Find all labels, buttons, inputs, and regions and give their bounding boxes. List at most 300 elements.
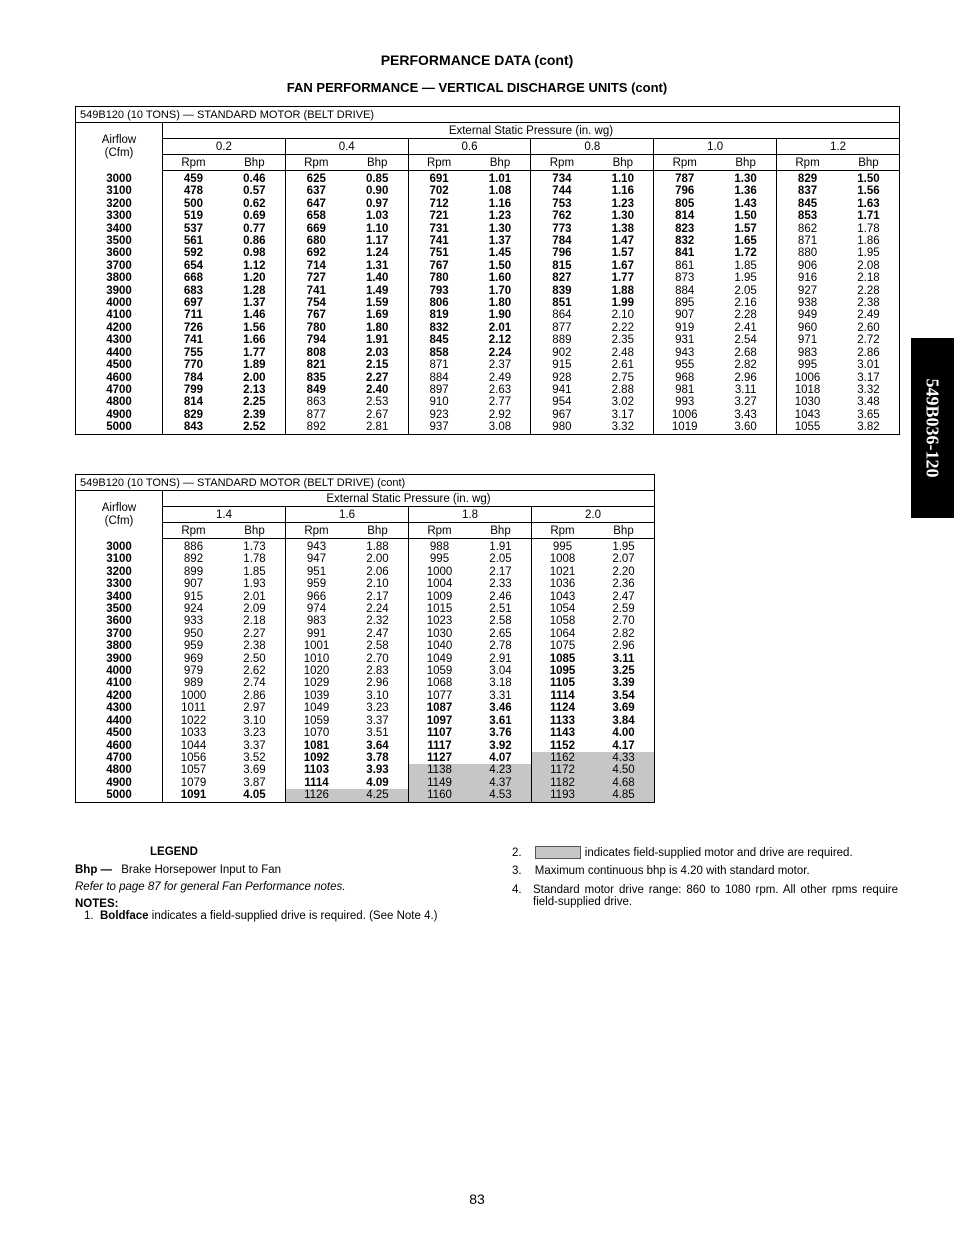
airflow-cell: 3700 xyxy=(76,260,163,272)
rpm-cell: 980 xyxy=(531,421,592,434)
shaded-swatch xyxy=(535,846,581,859)
rpm-cell: 983 xyxy=(797,346,818,359)
bhp-cell: 3.52 xyxy=(224,752,286,764)
bhp-cell: 1.08 xyxy=(470,185,531,197)
rpm-cell: 1018 xyxy=(794,383,821,396)
table-row xyxy=(76,764,655,776)
airflow-header xyxy=(76,123,163,171)
rpm-cell: 1000 xyxy=(426,565,453,578)
bhp-cell: 2.47 xyxy=(593,591,655,603)
rpm-cell: 959 xyxy=(183,640,204,653)
rpm-cell: 902 xyxy=(552,346,572,359)
bhp-cell: 2.96 xyxy=(593,640,655,652)
bhp-cell: 2.27 xyxy=(224,628,286,640)
rpm-cell: 754 xyxy=(306,297,326,310)
rpm-header: Rpm xyxy=(163,155,224,171)
rpm-cell: 815 xyxy=(552,259,572,272)
rpm-cell: 1004 xyxy=(426,578,453,591)
rpm-cell: 832 xyxy=(675,235,695,248)
bhp-cell: 2.20 xyxy=(593,566,655,578)
bhp-cell: 4.37 xyxy=(470,777,532,789)
bhp-cell: 1.63 xyxy=(838,198,899,210)
bhp-cell: 2.50 xyxy=(224,653,286,665)
bhp-cell: 1.78 xyxy=(224,553,286,565)
bhp-header: Bhp xyxy=(224,523,286,539)
rpm-cell: 1011 xyxy=(181,702,206,715)
rpm-cell: 1092 xyxy=(303,751,330,764)
bhp-cell: 2.28 xyxy=(838,285,899,297)
rpm-cell: 938 xyxy=(797,297,818,310)
bhp-cell: 1.65 xyxy=(715,235,776,247)
table-row xyxy=(76,235,900,247)
rpm-cell: 1114 xyxy=(304,776,329,789)
bhp-cell: 2.01 xyxy=(224,591,286,603)
rpm-cell: 805 xyxy=(675,197,695,210)
bhp-cell: 4.09 xyxy=(347,777,409,789)
bhp-cell: 2.88 xyxy=(592,384,653,396)
rpm-cell: 1143 xyxy=(550,727,575,740)
bhp-cell: 2.70 xyxy=(347,653,409,665)
rpm-cell: 1138 xyxy=(409,764,471,776)
rpm-cell: 974 xyxy=(306,603,327,616)
rpm-cell: 966 xyxy=(306,590,327,603)
rpm-header: Rpm xyxy=(654,155,715,171)
airflow-cell: 4500 xyxy=(76,727,163,739)
bhp-cell: 3.32 xyxy=(838,384,899,396)
bhp-cell: 1.50 xyxy=(470,260,531,272)
table-row xyxy=(76,789,655,802)
legend-bhp xyxy=(75,864,281,876)
rpm-cell: 1085 xyxy=(549,652,576,665)
bhp-cell: 1.23 xyxy=(592,198,653,210)
table-row xyxy=(76,653,655,665)
rpm-cell: 806 xyxy=(429,297,449,310)
bhp-cell: 3.69 xyxy=(593,702,655,714)
airflow-cell: 4600 xyxy=(76,740,163,752)
esp-header: External Static Pressure (in. wg) xyxy=(163,123,900,139)
rpm-cell: 1059 xyxy=(426,665,453,678)
airflow-cell: 4300 xyxy=(76,702,163,714)
rpm-cell: 1021 xyxy=(549,565,576,578)
bhp-header: Bhp xyxy=(592,155,653,171)
rpm-cell: 1126 xyxy=(286,789,348,802)
bhp-cell: 1.24 xyxy=(347,247,408,259)
bhp-cell: 3.32 xyxy=(592,421,653,434)
side-tab-label: 549B036-120 xyxy=(922,378,943,478)
airflow-cell: 4700 xyxy=(76,752,163,764)
rpm-cell: 796 xyxy=(675,185,695,198)
bhp-cell: 0.86 xyxy=(224,235,285,247)
rpm-cell: 1068 xyxy=(426,677,453,690)
bhp-cell: 2.32 xyxy=(347,615,409,627)
bhp-cell: 1.59 xyxy=(347,297,408,309)
bhp-cell: 2.37 xyxy=(470,359,531,371)
bhp-cell: 1.43 xyxy=(715,198,776,210)
rpm-cell: 1172 xyxy=(532,764,594,776)
table-row xyxy=(76,677,655,689)
bhp-cell: 0.77 xyxy=(224,223,285,235)
bhp-cell: 3.11 xyxy=(715,384,776,396)
bhp-cell: 3.69 xyxy=(224,764,286,776)
rpm-cell: 780 xyxy=(429,272,449,285)
bhp-header: Bhp xyxy=(715,155,776,171)
rpm-cell: 827 xyxy=(552,272,572,285)
bhp-cell: 4.07 xyxy=(470,752,532,764)
rpm-cell: 1064 xyxy=(549,627,576,640)
fan-performance-table-1 xyxy=(75,106,900,435)
rpm-cell: 821 xyxy=(306,359,326,372)
bhp-cell: 2.83 xyxy=(347,665,409,677)
rpm-cell: 1001 xyxy=(303,640,330,653)
rpm-cell: 726 xyxy=(183,321,204,334)
rpm-cell: 873 xyxy=(675,272,695,285)
bhp-cell: 3.08 xyxy=(470,421,531,434)
rpm-cell: 845 xyxy=(797,197,818,210)
rpm-cell: 871 xyxy=(429,359,449,372)
table-row xyxy=(76,578,655,590)
rpm-cell: 1043 xyxy=(794,408,821,421)
rpm-cell: 784 xyxy=(183,371,204,384)
table-row xyxy=(76,752,655,764)
bhp-cell: 2.86 xyxy=(224,690,286,702)
rpm-cell: 714 xyxy=(306,259,326,272)
notes-heading: NOTES: xyxy=(75,898,119,910)
rpm-cell: 950 xyxy=(183,627,204,640)
rpm-cell: 814 xyxy=(183,396,204,409)
rpm-cell: 702 xyxy=(429,185,449,198)
rpm-cell: 841 xyxy=(675,247,695,260)
esp-header: External Static Pressure (in. wg) xyxy=(163,491,655,507)
bhp-cell: 1.23 xyxy=(470,210,531,222)
rpm-cell: 734 xyxy=(552,173,572,185)
bhp-cell: 3.17 xyxy=(592,409,653,421)
rpm-cell: 794 xyxy=(306,334,326,347)
rpm-cell: 814 xyxy=(675,210,695,223)
bhp-cell: 1.10 xyxy=(592,171,653,186)
table-caption: 549B120 (10 TONS) — STANDARD MOTOR (BELT DRIVE) xyxy=(76,107,900,123)
airflow-cell: 4900 xyxy=(76,777,163,789)
bhp-cell: 1.91 xyxy=(470,539,532,554)
rpm-cell: 1117 xyxy=(427,739,452,752)
bhp-cell: 2.96 xyxy=(715,372,776,384)
table-row xyxy=(76,715,655,727)
rpm-cell: 884 xyxy=(429,371,449,384)
bhp-cell: 2.01 xyxy=(470,322,531,334)
bhp-cell: 3.43 xyxy=(715,409,776,421)
note-1-number: 1. xyxy=(84,910,94,922)
rpm-cell: 767 xyxy=(306,309,326,322)
rpm-cell: 895 xyxy=(675,297,695,310)
rpm-cell: 892 xyxy=(183,553,204,566)
airflow-cell: 4500 xyxy=(76,359,163,371)
rpm-header: Rpm xyxy=(532,523,594,539)
table-row xyxy=(76,566,655,578)
airflow-header-label: Airflow xyxy=(101,133,137,146)
rpm-cell: 851 xyxy=(552,297,572,310)
rpm-header: Rpm xyxy=(531,155,592,171)
bhp-cell: 1.95 xyxy=(838,247,899,259)
bhp-cell: 2.97 xyxy=(224,702,286,714)
rpm-cell: 923 xyxy=(429,408,449,421)
rpm-cell: 880 xyxy=(797,247,818,260)
note-3 xyxy=(512,865,810,877)
bhp-cell: 2.77 xyxy=(470,396,531,408)
pressure-header: 1.8 xyxy=(409,507,532,523)
table-row xyxy=(76,347,900,359)
rpm-header: Rpm xyxy=(163,523,225,539)
airflow-header xyxy=(76,491,163,539)
bhp-cell: 1.30 xyxy=(470,223,531,235)
bhp-cell: 2.46 xyxy=(470,591,532,603)
bhp-cell: 1.40 xyxy=(347,272,408,284)
bhp-cell: 2.16 xyxy=(715,297,776,309)
bhp-cell: 1.80 xyxy=(470,297,531,309)
bhp-cell: 2.65 xyxy=(470,628,532,640)
rpm-cell: 941 xyxy=(552,383,572,396)
rpm-cell: 712 xyxy=(429,197,449,210)
bhp-cell: 0.46 xyxy=(224,171,285,186)
rpm-cell: 1114 xyxy=(550,689,575,702)
airflow-cell: 3600 xyxy=(76,615,163,627)
bhp-cell: 2.24 xyxy=(347,603,409,615)
rpm-cell: 1029 xyxy=(303,677,330,690)
rpm-cell: 877 xyxy=(552,321,572,334)
bhp-cell: 1.30 xyxy=(592,210,653,222)
bhp-cell: 1.56 xyxy=(224,322,285,334)
airflow-cell: 4800 xyxy=(76,396,163,408)
rpm-cell: 1152 xyxy=(550,739,575,752)
legend-heading: LEGEND xyxy=(150,846,198,858)
table-row xyxy=(76,359,900,371)
rpm-cell: 877 xyxy=(306,408,326,421)
bhp-cell: 4.33 xyxy=(593,752,655,764)
rpm-cell: 995 xyxy=(552,541,573,553)
rpm-cell: 1149 xyxy=(409,777,471,789)
bhp-cell: 1.28 xyxy=(224,285,285,297)
bhp-cell: 1.30 xyxy=(715,171,776,186)
rpm-cell: 951 xyxy=(306,565,327,578)
rpm-cell: 864 xyxy=(552,309,572,322)
bhp-cell: 2.86 xyxy=(838,347,899,359)
bhp-header: Bhp xyxy=(470,523,532,539)
rpm-cell: 983 xyxy=(306,615,327,628)
rpm-cell: 954 xyxy=(552,396,572,409)
bhp-cell: 3.23 xyxy=(224,727,286,739)
bhp-cell: 3.65 xyxy=(838,409,899,421)
airflow-cell: 4400 xyxy=(76,347,163,359)
rpm-cell: 478 xyxy=(183,185,204,198)
rpm-cell: 1081 xyxy=(303,739,330,752)
legend-refer-note: Refer to page 87 for general Fan Performance notes. xyxy=(75,881,346,893)
rpm-cell: 949 xyxy=(797,309,818,322)
rpm-cell: 915 xyxy=(552,359,572,372)
pressure-header: 0.4 xyxy=(285,139,408,155)
rpm-cell: 1087 xyxy=(426,702,453,715)
bhp-cell: 1.72 xyxy=(715,247,776,259)
bhp-cell: 1.31 xyxy=(347,260,408,272)
rpm-cell: 808 xyxy=(306,346,326,359)
bhp-cell: 2.07 xyxy=(593,553,655,565)
table-row xyxy=(76,421,900,434)
bhp-cell: 0.62 xyxy=(224,198,285,210)
airflow-cell: 4600 xyxy=(76,372,163,384)
airflow-cell: 4800 xyxy=(76,764,163,776)
table-row xyxy=(76,539,655,554)
rpm-cell: 968 xyxy=(675,371,695,384)
bhp-cell: 1.67 xyxy=(592,260,653,272)
bhp-cell: 2.48 xyxy=(592,347,653,359)
bhp-header: Bhp xyxy=(593,523,655,539)
bhp-cell: 4.00 xyxy=(593,727,655,739)
bhp-cell: 3.64 xyxy=(347,740,409,752)
rpm-cell: 1058 xyxy=(549,615,576,628)
rpm-cell: 787 xyxy=(675,173,695,185)
bhp-cell: 1.95 xyxy=(715,272,776,284)
rpm-cell: 845 xyxy=(429,334,449,347)
rpm-cell: 1009 xyxy=(426,590,453,603)
bhp-cell: 3.18 xyxy=(470,677,532,689)
bhp-cell: 1.37 xyxy=(470,235,531,247)
bhp-cell: 2.10 xyxy=(347,578,409,590)
rpm-cell: 910 xyxy=(429,396,449,409)
bhp-cell: 2.22 xyxy=(592,322,653,334)
table-row xyxy=(76,384,900,396)
rpm-cell: 943 xyxy=(306,541,327,553)
airflow-cell: 3400 xyxy=(76,591,163,603)
note-3-text: Maximum continuous bhp is 4.20 with standard motor. xyxy=(534,865,810,877)
rpm-cell: 1059 xyxy=(303,714,330,727)
note-4-number: 4. xyxy=(512,884,522,896)
bhp-header: Bhp xyxy=(838,155,899,171)
rpm-cell: 843 xyxy=(163,421,224,434)
bhp-cell: 2.35 xyxy=(592,334,653,346)
bhp-cell: 1.10 xyxy=(347,223,408,235)
rpm-cell: 1077 xyxy=(426,689,453,702)
table-row xyxy=(76,171,900,186)
note-1 xyxy=(84,910,438,922)
legend-bhp-term: Bhp — xyxy=(75,864,113,876)
pressure-header: 2.0 xyxy=(532,507,655,523)
rpm-cell: 1055 xyxy=(777,421,838,434)
bhp-cell: 3.78 xyxy=(347,752,409,764)
section-title: FAN PERFORMANCE — VERTICAL DISCHARGE UNITS (cont) xyxy=(286,80,668,95)
bhp-cell: 3.17 xyxy=(838,372,899,384)
bhp-cell: 3.37 xyxy=(224,740,286,752)
table-row xyxy=(76,322,900,334)
rpm-cell: 537 xyxy=(183,222,204,235)
rpm-cell: 863 xyxy=(306,396,326,409)
bhp-cell: 2.25 xyxy=(224,396,285,408)
bhp-cell: 2.28 xyxy=(715,309,776,321)
bhp-cell: 2.78 xyxy=(470,640,532,652)
bhp-cell: 2.08 xyxy=(838,260,899,272)
rpm-cell: 1008 xyxy=(549,553,576,566)
airflow-cell: 4000 xyxy=(76,297,163,309)
bhp-cell: 1.90 xyxy=(470,309,531,321)
bhp-cell: 2.36 xyxy=(593,578,655,590)
table-row xyxy=(76,615,655,627)
page-number: 83 xyxy=(469,1191,485,1207)
bhp-cell: 1.36 xyxy=(715,185,776,197)
rpm-cell: 691 xyxy=(429,173,449,185)
airflow-cell: 3100 xyxy=(76,553,163,565)
bhp-cell: 0.97 xyxy=(347,198,408,210)
rpm-cell: 796 xyxy=(552,247,572,260)
table-row xyxy=(76,409,900,421)
rpm-cell: 625 xyxy=(306,173,326,185)
rpm-cell: 981 xyxy=(675,383,695,396)
note-4 xyxy=(512,884,898,908)
bhp-cell: 2.49 xyxy=(838,309,899,321)
bhp-cell: 3.46 xyxy=(470,702,532,714)
rpm-cell: 835 xyxy=(306,371,326,384)
table-row xyxy=(76,727,655,739)
airflow-cell: 4100 xyxy=(76,309,163,321)
bhp-cell: 1.01 xyxy=(470,171,531,186)
rpm-cell: 731 xyxy=(429,222,449,235)
rpm-cell: 744 xyxy=(552,185,572,198)
bhp-cell: 3.60 xyxy=(715,421,776,434)
rpm-cell: 1075 xyxy=(549,640,576,653)
bhp-cell: 2.72 xyxy=(838,334,899,346)
airflow-cell: 4700 xyxy=(76,384,163,396)
rpm-cell: 500 xyxy=(183,197,204,210)
bhp-cell: 1.66 xyxy=(224,334,285,346)
bhp-cell: 2.54 xyxy=(715,334,776,346)
rpm-cell: 1103 xyxy=(304,764,329,777)
table-row xyxy=(76,553,655,565)
bhp-cell: 3.25 xyxy=(593,665,655,677)
bhp-cell: 2.33 xyxy=(470,578,532,590)
rpm-cell: 829 xyxy=(183,408,204,421)
bhp-cell: 2.24 xyxy=(470,347,531,359)
rpm-cell: 906 xyxy=(797,259,818,272)
bhp-cell: 2.10 xyxy=(592,309,653,321)
bhp-cell: 1.03 xyxy=(347,210,408,222)
bhp-header: Bhp xyxy=(347,523,409,539)
rpm-cell: 751 xyxy=(429,247,449,260)
bhp-header: Bhp xyxy=(224,155,285,171)
rpm-cell: 669 xyxy=(306,222,326,235)
pressure-header: 1.4 xyxy=(163,507,286,523)
airflow-cell: 5000 xyxy=(76,789,163,802)
rpm-cell: 519 xyxy=(183,210,204,223)
bhp-cell: 4.53 xyxy=(470,789,532,802)
rpm-cell: 741 xyxy=(306,284,326,297)
rpm-cell: 819 xyxy=(429,309,449,322)
rpm-cell: 971 xyxy=(797,334,818,347)
bhp-cell: 2.51 xyxy=(470,603,532,615)
bhp-cell: 2.38 xyxy=(224,640,286,652)
bhp-cell: 3.93 xyxy=(347,764,409,776)
rpm-cell: 658 xyxy=(306,210,326,223)
rpm-cell: 1010 xyxy=(303,652,330,665)
bhp-cell: 2.15 xyxy=(347,359,408,371)
rpm-cell: 770 xyxy=(183,359,204,372)
bhp-cell: 2.09 xyxy=(224,603,286,615)
bhp-cell: 2.52 xyxy=(224,421,285,434)
bhp-cell: 1.49 xyxy=(347,285,408,297)
rpm-cell: 459 xyxy=(183,173,204,185)
rpm-cell: 1022 xyxy=(180,714,207,727)
rpm-cell: 767 xyxy=(429,259,449,272)
rpm-cell: 924 xyxy=(183,603,204,616)
rpm-cell: 1097 xyxy=(426,714,453,727)
bhp-cell: 1.99 xyxy=(592,297,653,309)
rpm-cell: 561 xyxy=(183,235,204,248)
rpm-cell: 897 xyxy=(429,383,449,396)
bhp-cell: 1.89 xyxy=(224,359,285,371)
